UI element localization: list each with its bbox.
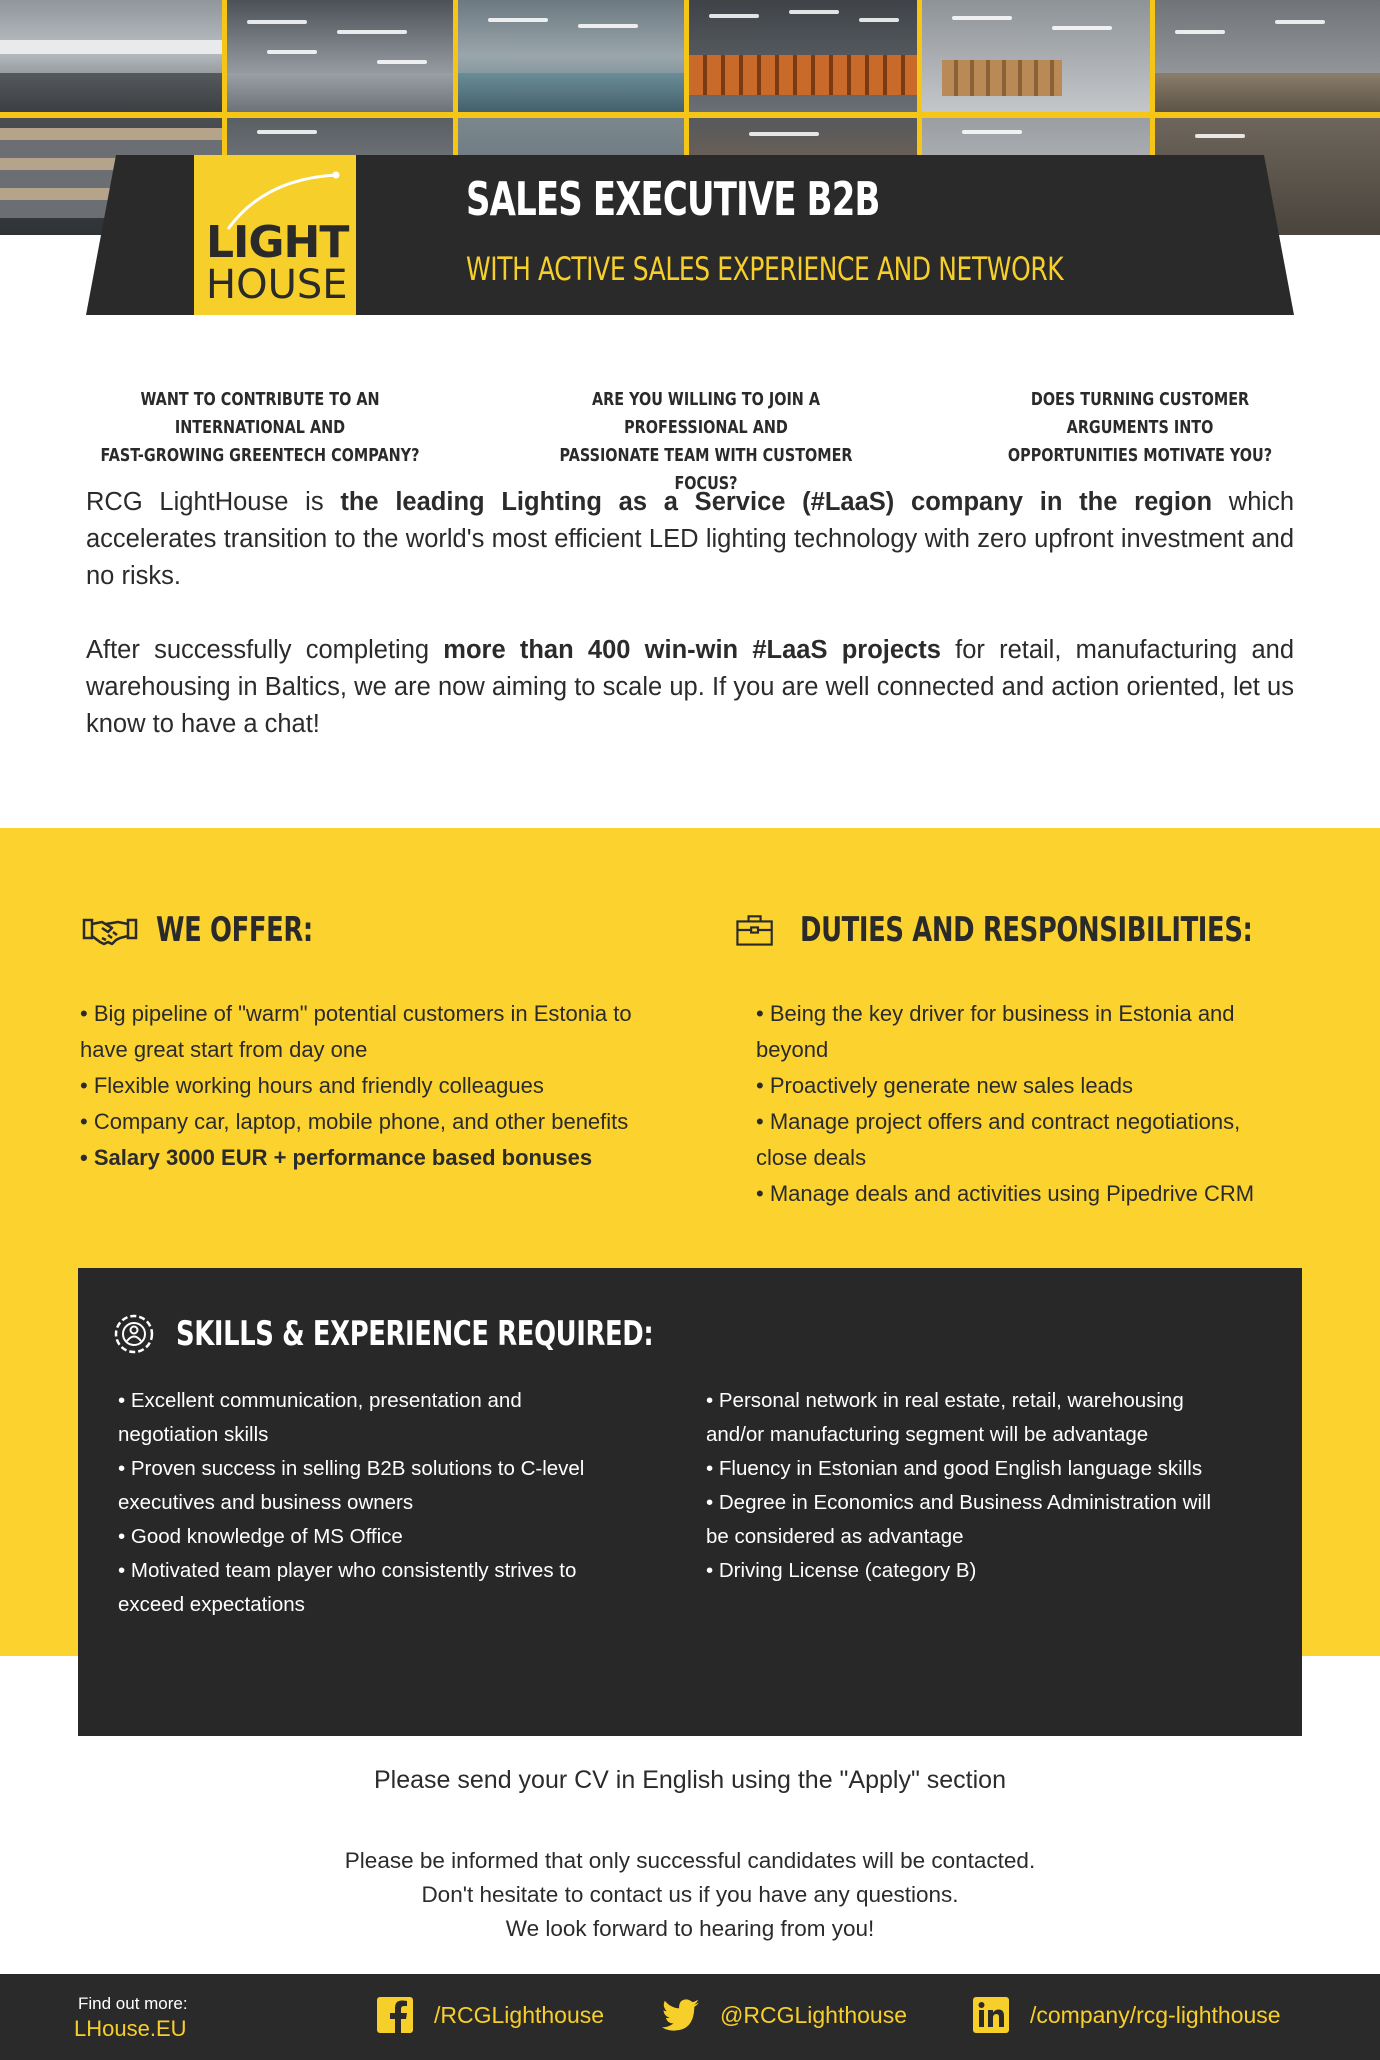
twitter-link[interactable]: [662, 1996, 907, 2034]
question-2: [506, 358, 906, 498]
skills-title: SKILLS & EXPERIENCE REQUIRED:: [176, 1314, 654, 1354]
offer-title: WE OFFER:: [156, 910, 313, 950]
twitter-icon: [662, 1996, 700, 2034]
salary-text: • Salary 3000 EUR + performance based bonuses: [80, 1145, 593, 1170]
job-title: SALES EXECUTIVE B2B: [466, 172, 880, 226]
logo-text-light: LIGHT: [206, 217, 349, 268]
duties-list: [756, 996, 1296, 1212]
gear-person-icon: [110, 1310, 158, 1358]
intro-p1-start: RCG LightHouse is: [86, 488, 341, 516]
footer: [0, 1974, 1380, 2060]
linkedin-handle: /company/rcg-lighthouse: [1030, 2001, 1281, 2028]
list-item: • Excellent communication, presentation and negotiation skills: [118, 1389, 522, 1446]
intro-p2-bold: more than 400 win-win #LaaS projects: [443, 636, 941, 664]
collage-divider: [917, 0, 922, 160]
offer-list: [80, 996, 640, 1176]
logo-text-house: HOUSE: [206, 262, 348, 308]
intro-p2-end: for retail, manufacturing and warehousing in Baltics, we are now aiming to scale up. If you are well connected and action oriented, let us know to have a chat!: [86, 636, 1294, 738]
duties-heading: [734, 910, 1380, 950]
intro-paragraph-1: [86, 484, 1294, 595]
list-item: • Motivated team player who consistently strives to exceed expectations: [118, 1559, 577, 1616]
closing-line-3: We look forward to hearing from you!: [505, 1916, 875, 1941]
list-item: • Big pipeline of "warm" potential customers in Estonia to have great start from day one: [80, 1001, 632, 1062]
closing-line-2: Don't hesitate to contact us if you have any questions.: [421, 1882, 959, 1907]
photo-showroom: [227, 0, 453, 112]
apply-instructions: Please send your CV in English using the "Apply" section: [374, 1766, 1006, 1794]
skills-heading: [110, 1310, 804, 1358]
collage-divider: [684, 0, 689, 160]
collage-divider: [453, 0, 458, 160]
list-item: • Company car, laptop, mobile phone, and other benefits: [80, 1109, 629, 1134]
intro-p1-bold: the leading Lighting as a Service (#LaaS) company in the region: [340, 488, 1213, 516]
list-item: • Manage deals and activities using Pipedrive CRM: [756, 1181, 1255, 1206]
list-item: • Degree in Economics and Business Administration will be considered as advantage: [706, 1491, 1212, 1548]
find-out-more-label: Find out more:: [78, 1994, 188, 2013]
photo-warehouse-racks: [689, 0, 917, 112]
skills-list-right: [706, 1384, 1226, 1588]
linkedin-link[interactable]: [972, 1996, 1281, 2034]
question-3-text: DOES TURNING CUSTOMER ARGUMENTS INTO OPPORTUNITIES MOTIVATE YOU?: [1007, 389, 1273, 466]
photo-factory-floor: [458, 0, 684, 112]
collage-divider: [0, 112, 1380, 118]
question-1: [60, 358, 460, 470]
photo-assembly-line: [1155, 0, 1380, 112]
list-item: • Proactively generate new sales leads: [756, 1073, 1134, 1098]
facebook-link[interactable]: [376, 1996, 604, 2034]
handshake-icon: [82, 910, 138, 950]
photo-warehouse-exterior: [0, 0, 222, 112]
skills-list-left: [118, 1384, 608, 1622]
offer-heading: [82, 910, 362, 950]
website-link[interactable]: LHouse.EU: [74, 2016, 187, 2041]
question-2-text: ARE YOU WILLING TO JOIN A PROFESSIONAL AND PASSIONATE TEAM WITH CUSTOMER FOCUS?: [559, 389, 853, 494]
list-item: • Flexible working hours and friendly colleagues: [80, 1073, 544, 1098]
closing-notes: [0, 1844, 1380, 1946]
collage-divider: [222, 0, 227, 160]
linkedin-icon: [972, 1996, 1010, 2034]
skills-section: [78, 1268, 1302, 1736]
list-item: • Proven success in selling B2B solutions to C-level executives and business owners: [118, 1457, 585, 1514]
facebook-icon: [376, 1996, 414, 2034]
collage-divider: [1150, 0, 1155, 160]
facebook-handle: /RCGLighthouse: [434, 2001, 605, 2028]
lighthouse-logo: [194, 155, 356, 315]
duties-title: DUTIES AND RESPONSIBILITIES:: [800, 910, 1253, 950]
list-item: • Good knowledge of MS Office: [118, 1525, 403, 1548]
list-item: • Being the key driver for business in Estonia and beyond: [756, 1001, 1235, 1062]
closing-line-1: Please be informed that only successful candidates will be contacted.: [344, 1848, 1036, 1873]
intro-p2-start: After successfully completing: [86, 636, 444, 664]
list-item: [80, 1140, 640, 1176]
list-item: • Driving License (category B): [706, 1559, 977, 1582]
briefcase-icon: [734, 910, 782, 950]
question-1-text: WANT TO CONTRIBUTE TO AN INTERNATIONAL AND FAST-GROWING GREENTECH COMPANY?: [100, 389, 420, 466]
list-item: • Fluency in Estonian and good English language skills: [706, 1457, 1203, 1480]
photo-storage-hall: [922, 0, 1150, 112]
intro-paragraph-2: [86, 632, 1294, 743]
question-3: [940, 358, 1340, 470]
job-subtitle: WITH ACTIVE SALES EXPERIENCE AND NETWORK: [466, 250, 1064, 288]
intro-p1-end: which accelerates transition to the world's most efficient LED lighting technology with zero upfront investment and no risks.: [86, 488, 1295, 590]
twitter-handle: @RCGLighthouse: [720, 2001, 907, 2028]
list-item: • Manage project offers and contract negotiations, close deals: [756, 1109, 1241, 1170]
list-item: • Personal network in real estate, retail, warehousing and/or manufacturing segment will be advantage: [706, 1389, 1184, 1446]
